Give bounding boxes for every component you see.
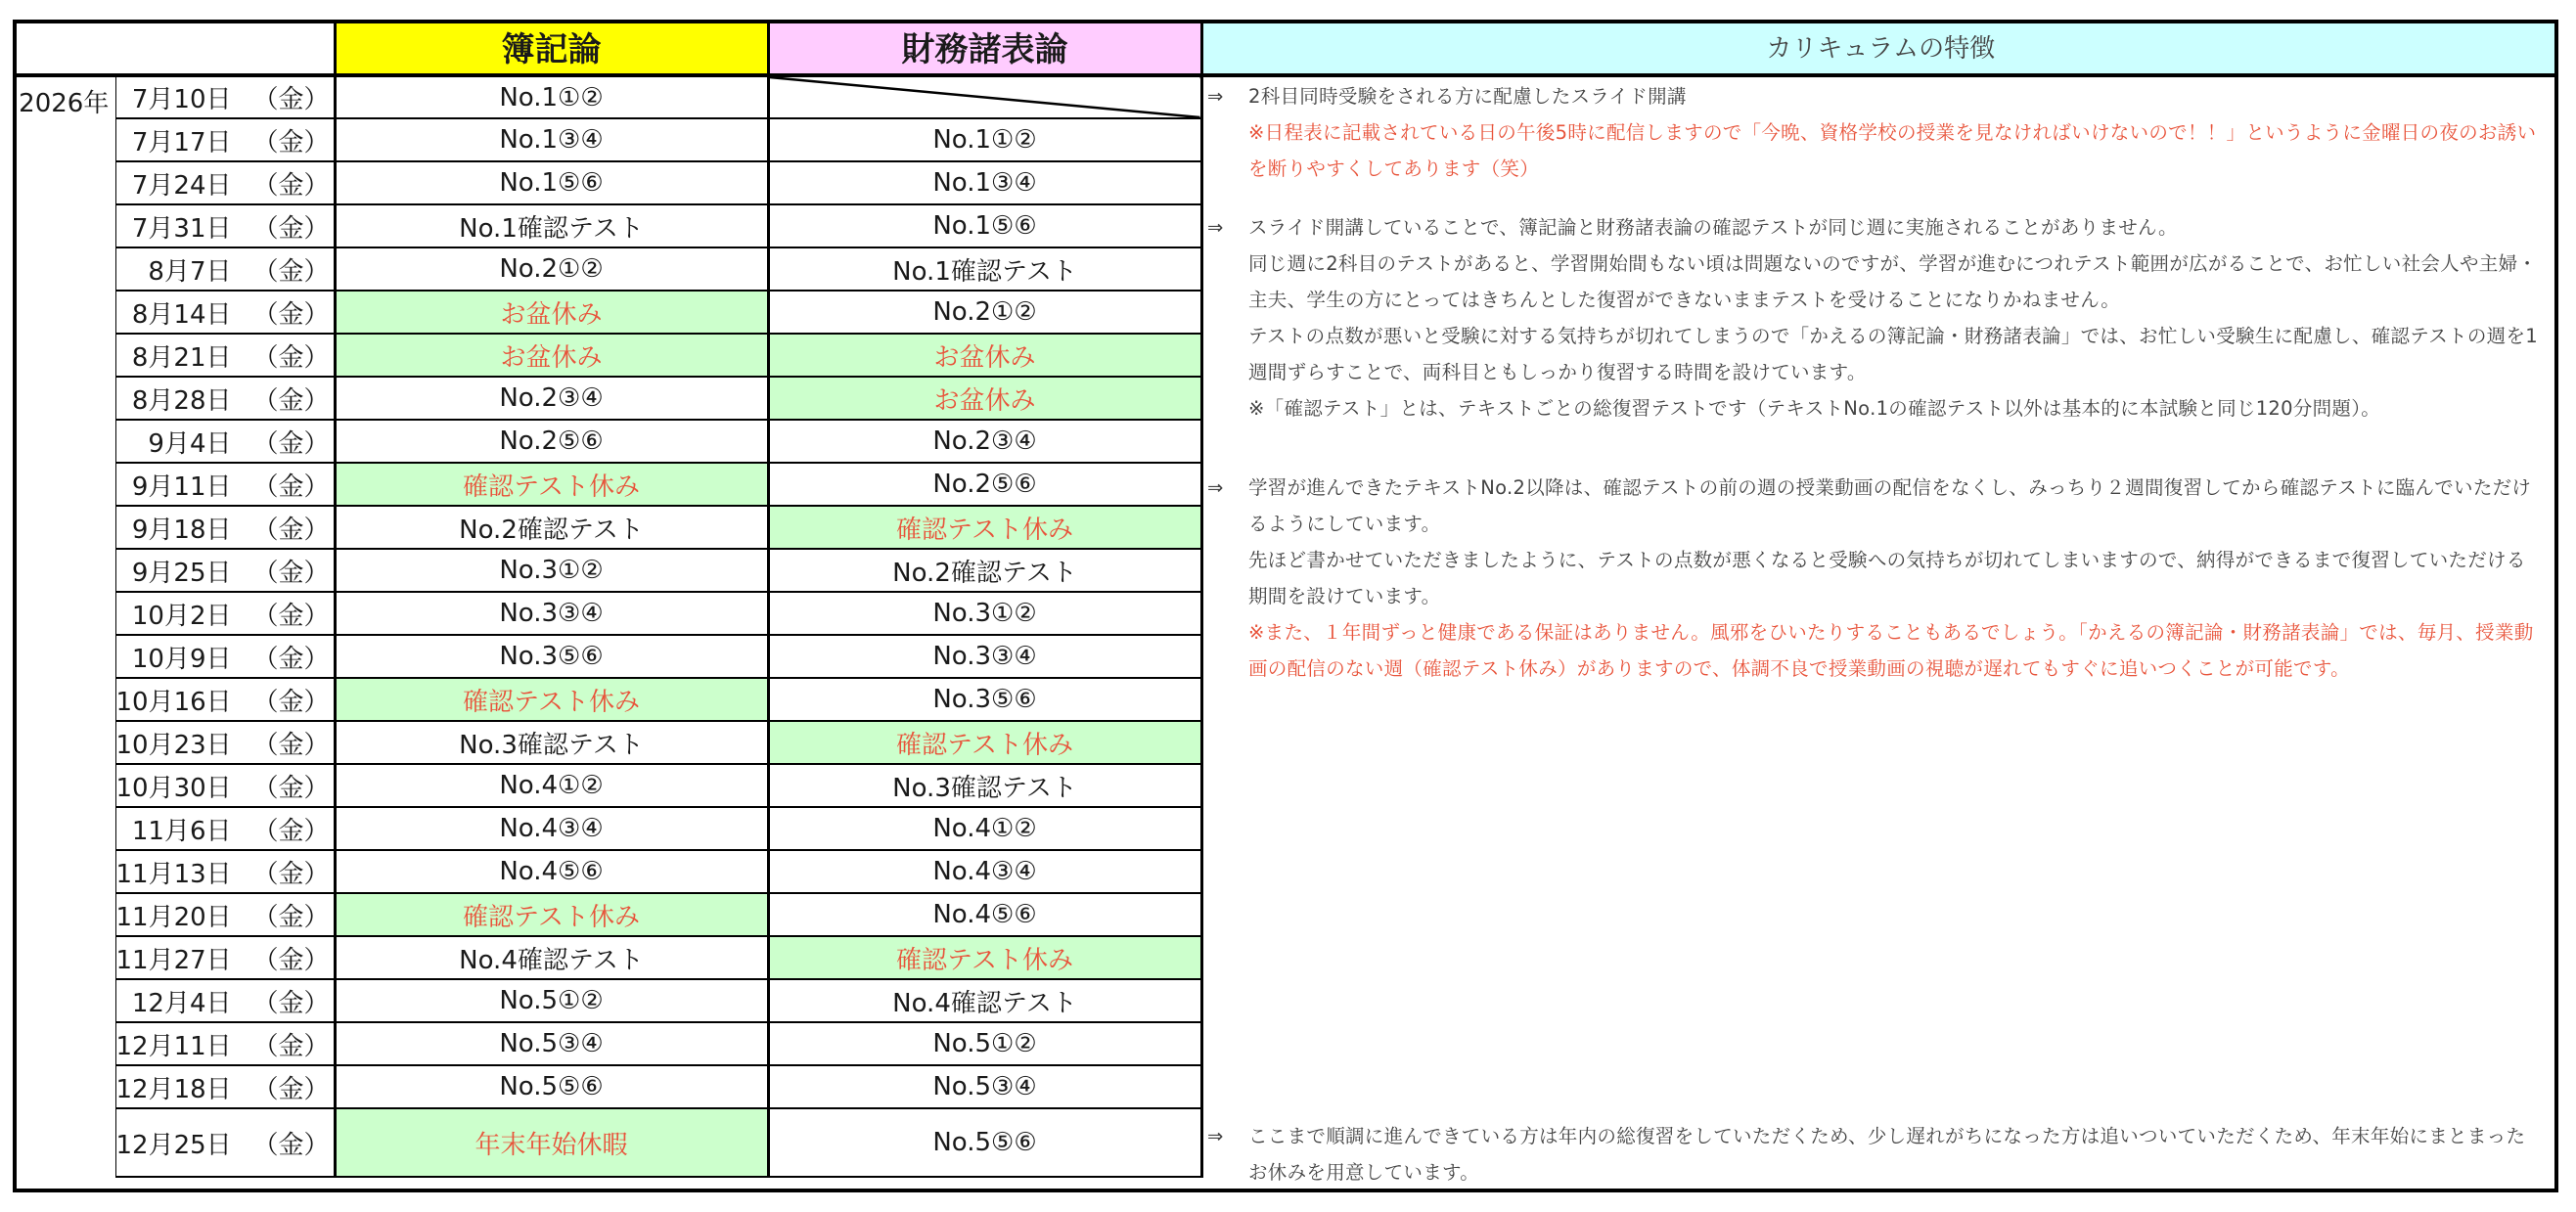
zaimu-cell: 確認テスト休み	[768, 936, 1201, 979]
date-month-day: 7月17日	[131, 127, 232, 157]
boki-cell: 確認テスト休み	[335, 893, 768, 936]
year-cell: 2026年	[13, 75, 115, 1177]
date-weekday: （金）	[252, 816, 330, 846]
boki-cell: No.1③④	[335, 118, 768, 161]
date-month-day: 9月11日	[131, 471, 232, 502]
boki-cell: No.3①②	[335, 549, 768, 592]
zaimu-cell: No.4③④	[768, 850, 1201, 893]
arrow-icon: ⇒	[1207, 216, 1224, 239]
date-weekday: （金）	[252, 213, 330, 244]
zaimu-cell: No.5⑤⑥	[768, 1108, 1201, 1177]
boki-cell: No.2①②	[335, 247, 768, 291]
date-weekday: （金）	[252, 601, 330, 631]
zaimu-cell: No.1①②	[768, 118, 1201, 161]
boki-cell: No.1①②	[335, 75, 768, 118]
arrow-icon: ⇒	[1207, 85, 1224, 108]
boki-cell: 年末年始休暇	[335, 1108, 768, 1177]
date-month-day: 8月14日	[131, 299, 232, 330]
boki-cell: No.3③④	[335, 592, 768, 635]
date-month-day: 9月4日	[148, 428, 232, 459]
date-month-day: 8月7日	[148, 256, 232, 287]
feature-3-line-1: 学習が進んできたテキストNo.2以降は、確認テストの前の週の授業動画の配信をなくし、みっちり２週間復習してから確認テストに臨んでいただけるようにしています。	[1248, 476, 2532, 535]
date-weekday: （金）	[252, 256, 330, 287]
zaimu-cell: No.4①②	[768, 807, 1201, 850]
date-weekday: （金）	[252, 515, 330, 545]
zaimu-cell: No.3③④	[768, 635, 1201, 678]
boki-cell: 確認テスト休み	[335, 463, 768, 506]
feature-2-line-2: 同じ週に2科目のテストがあると、学習開始間もない頃は問題ないのですが、学習が進むにつれテスト範囲が広がることで、お忙しい社会人や主婦・主夫、学生の方にとってはきちんとした復習ができないままテストを受けることになりかねません。	[1248, 252, 2538, 311]
date-weekday: （金）	[252, 85, 330, 114]
date-month-day: 10月30日	[115, 773, 232, 803]
boki-cell: No.3⑤⑥	[335, 635, 768, 678]
feature-block-3	[1199, 470, 2545, 687]
boki-cell: No.4③④	[335, 807, 768, 850]
date-month-day: 12月25日	[115, 1130, 232, 1160]
date-month-day: 11月20日	[115, 902, 232, 932]
boki-cell: No.5③④	[335, 1022, 768, 1065]
header-features: カリキュラムの特徴	[1201, 20, 2558, 75]
features-panel	[1199, 78, 2545, 1189]
date-weekday: （金）	[252, 1130, 330, 1160]
boki-cell: No.5⑤⑥	[335, 1065, 768, 1108]
date-weekday: （金）	[252, 428, 330, 459]
date-weekday: （金）	[252, 730, 330, 760]
zaimu-cell: 確認テスト休み	[768, 506, 1201, 549]
date-month-day: 9月18日	[131, 515, 232, 545]
boki-cell: No.4⑤⑥	[335, 850, 768, 893]
zaimu-cell: お盆休み	[768, 377, 1201, 420]
date-weekday: （金）	[252, 773, 330, 803]
zaimu-cell: No.4⑤⑥	[768, 893, 1201, 936]
date-month-day: 8月21日	[131, 342, 232, 373]
date-weekday: （金）	[252, 1031, 330, 1061]
zaimu-cell: No.2確認テスト	[768, 549, 1201, 592]
date-weekday: （金）	[252, 1074, 330, 1104]
zaimu-cell: No.2⑤⑥	[768, 463, 1201, 506]
arrow-icon: ⇒	[1207, 1125, 1224, 1147]
date-month-day: 7月31日	[131, 213, 232, 244]
feature-3-line-3: ※また、１年間ずっと健康である保証はありません。風邪をひいたりすることもあるでしょう。「かえるの簿記論・財務諸表論」では、毎月、授業動画の配信のない週（確認テスト休み）がありますので、体調不良で授業動画の視聴が遅れてもすぐに追いつくことが可能です。	[1248, 621, 2534, 680]
zaimu-cell: No.4確認テスト	[768, 979, 1201, 1022]
boki-cell: No.1⑤⑥	[335, 161, 768, 204]
header-zaimu: 財務諸表論	[768, 20, 1201, 75]
zaimu-cell: No.3①②	[768, 592, 1201, 635]
feature-1-note: ※日程表に記載されている日の午後5時に配信しますので「今晩、資格学校の授業を見なければいけないので！！」というように金曜日の夜のお誘いを断りやすくしてあります（笑）	[1248, 121, 2537, 180]
feature-2-line-1: スライド開講していることで、簿記論と財務諸表論の確認テストが同じ週に実施されることがありません。	[1248, 216, 2178, 239]
date-month-day: 12月18日	[115, 1074, 232, 1104]
arrow-icon: ⇒	[1207, 476, 1224, 499]
date-month-day: 7月10日	[131, 85, 232, 114]
boki-cell: 確認テスト休み	[335, 678, 768, 721]
feature-2-line-4: ※「確認テスト」とは、テキストごとの総復習テストです（テキストNo.1の確認テスト以外は基本的に本試験と同じ120分問題）。	[1248, 397, 2381, 420]
date-weekday: （金）	[252, 471, 330, 502]
date-weekday: （金）	[252, 902, 330, 932]
feature-3-line-2: 先ほど書かせていただきましたように、テストの点数が悪くなると受験への気持ちが切れてしまいますので、納得ができるまで復習していただける期間を設けています。	[1248, 549, 2526, 607]
boki-cell: No.2③④	[335, 377, 768, 420]
date-month-day: 10月9日	[131, 644, 232, 674]
date-month-day: 9月25日	[131, 558, 232, 588]
boki-cell: お盆休み	[335, 291, 768, 334]
feature-4-text: ここまで順調に進んできている方は年内の総復習をしていただくため、少し遅れがちになった方は追いついていただくため、年末年始にまとまったお休みを用意しています。	[1248, 1125, 2526, 1184]
boki-cell: No.4確認テスト	[335, 936, 768, 979]
zaimu-cell: No.3⑤⑥	[768, 678, 1201, 721]
zaimu-cell: No.5①②	[768, 1022, 1201, 1065]
feature-2-line-3: テストの点数が悪いと受験に対する気持ちが切れてしまうので「かえるの簿記論・財務諸表論」では、お忙しい受験生に配慮し、確認テストの週を1週間ずらすことで、両科目ともしっかり復習する時間を設けています。	[1248, 325, 2538, 383]
boki-cell: No.3確認テスト	[335, 721, 768, 764]
zaimu-cell: No.3確認テスト	[768, 764, 1201, 807]
date-month-day: 11月27日	[115, 945, 232, 975]
date-weekday: （金）	[252, 558, 330, 588]
zaimu-cell: 確認テスト休み	[768, 721, 1201, 764]
boki-cell: No.1確認テスト	[335, 204, 768, 247]
date-weekday: （金）	[252, 687, 330, 717]
boki-cell: No.4①②	[335, 764, 768, 807]
date-weekday: （金）	[252, 644, 330, 674]
boki-cell: お盆休み	[335, 334, 768, 377]
date-weekday: （金）	[252, 342, 330, 373]
zaimu-cell: No.5③④	[768, 1065, 1201, 1108]
feature-block-1	[1199, 78, 2545, 187]
zaimu-cell: お盆休み	[768, 334, 1201, 377]
date-month-day: 12月11日	[115, 1031, 232, 1061]
boki-cell: No.2確認テスト	[335, 506, 768, 549]
zaimu-cell: No.1⑤⑥	[768, 204, 1201, 247]
date-month-day: 10月16日	[115, 687, 232, 717]
feature-block-4	[1199, 1118, 2545, 1190]
date-weekday: （金）	[252, 988, 330, 1018]
date-month-day: 12月4日	[131, 988, 232, 1018]
date-weekday: （金）	[252, 127, 330, 157]
boki-cell: No.2⑤⑥	[335, 420, 768, 463]
date-weekday: （金）	[252, 385, 330, 416]
zaimu-cell: No.1確認テスト	[768, 247, 1201, 291]
date-month-day: 10月23日	[115, 730, 232, 760]
date-month-day: 11月6日	[131, 816, 232, 846]
date-weekday: （金）	[252, 859, 330, 889]
date-month-day: 8月28日	[131, 385, 232, 416]
date-weekday: （金）	[252, 945, 330, 975]
zaimu-cell: No.2①②	[768, 291, 1201, 334]
date-weekday: （金）	[252, 170, 330, 201]
date-month-day: 10月2日	[131, 601, 232, 631]
feature-block-2	[1199, 209, 2545, 426]
zaimu-cell: No.2③④	[768, 420, 1201, 463]
zaimu-cell: No.1③④	[768, 161, 1201, 204]
feature-1-title: 2科目同時受験をされる方に配慮したスライド開講	[1248, 85, 1687, 108]
date-month-day: 7月24日	[131, 170, 232, 201]
boki-cell: No.5①②	[335, 979, 768, 1022]
date-weekday: （金）	[252, 299, 330, 330]
header-boki: 簿記論	[335, 20, 768, 75]
date-month-day: 11月13日	[115, 859, 232, 889]
